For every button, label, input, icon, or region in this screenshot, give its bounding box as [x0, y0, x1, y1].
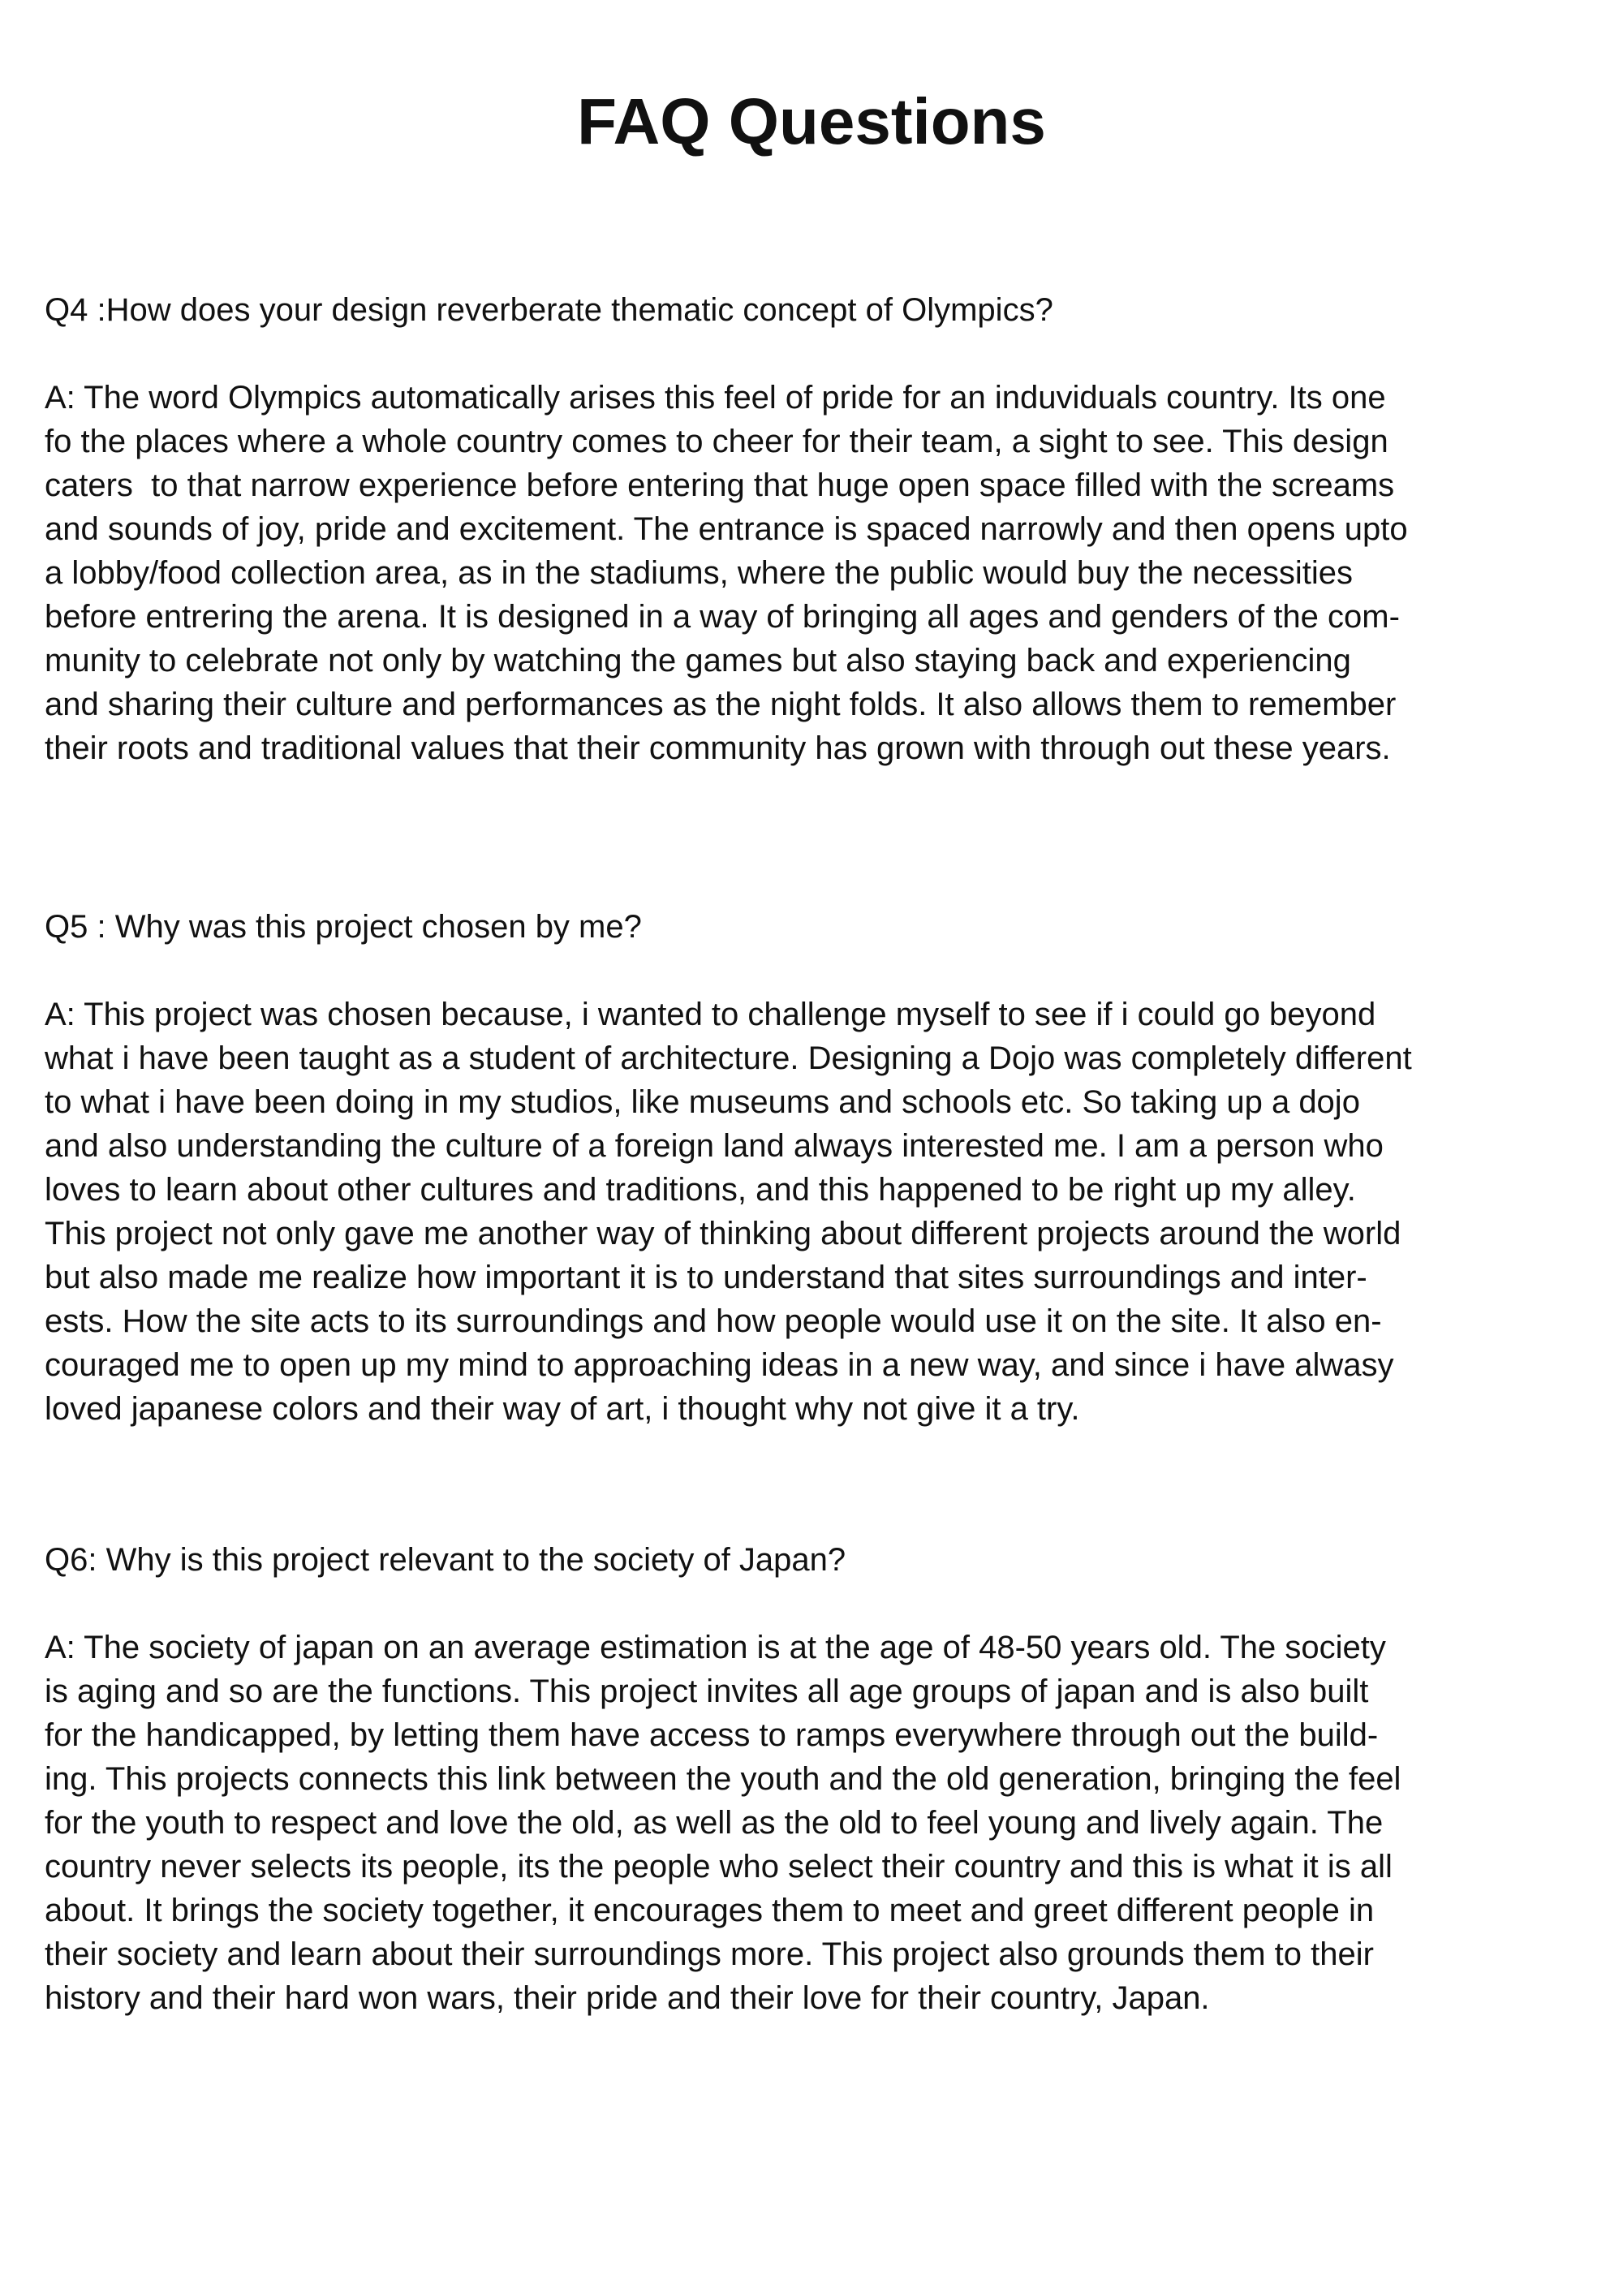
answer-line: is aging and so are the functions. This project invites all age groups of japan and is also built [45, 1674, 1369, 1709]
faq-item-q4 [45, 288, 1586, 770]
faq-question: Q4 :How does your design reverberate thematic concept of Olympics? [45, 292, 1053, 328]
answer-line: history and their hard won wars, their pride and their love for their country, Japan. [45, 1980, 1210, 2016]
faq-item-q6 [45, 1538, 1586, 2020]
faq-question: Q5 : Why was this project chosen by me? [45, 909, 642, 945]
answer-line: munity to celebrate not only by watching the games but also staying back and experiencing [45, 643, 1351, 678]
answer-line: and sharing their culture and performances as the night folds. It also allows them to remember [45, 687, 1397, 722]
answer-line: ing. This projects connects this link between the youth and the old generation, bringing the feel [45, 1761, 1401, 1797]
answer-line: A: The word Olympics automatically arises this feel of pride for an induviduals country. Its one [45, 380, 1386, 416]
faq-answer [45, 993, 1586, 1431]
answer-line: country never selects its people, its the people who select their country and this is what it is all [45, 1849, 1393, 1885]
answer-line: fo the places where a whole country comes to cheer for their team, a sight to see. This design [45, 424, 1388, 459]
faq-question: Q6: Why is this project relevant to the society of Japan? [45, 1542, 846, 1578]
faq-answer [45, 376, 1586, 770]
answer-line: This project not only gave me another way of thinking about different projects around the world [45, 1216, 1401, 1251]
answer-line: A: This project was chosen because, i wanted to challenge myself to see if i could go beyond [45, 997, 1376, 1032]
answer-line: loved japanese colors and their way of art, i thought why not give it a try. [45, 1391, 1080, 1427]
faq-item-q5 [45, 905, 1586, 1431]
faq-answer [45, 1626, 1586, 2020]
answer-line: and sounds of joy, pride and excitement. The entrance is spaced narrowly and then opens upto [45, 511, 1408, 547]
answer-line: for the handicapped, by letting them have access to ramps everywhere through out the build- [45, 1717, 1379, 1753]
answer-line: their society and learn about their surroundings more. This project also grounds them to their [45, 1936, 1374, 1972]
answer-line: couraged me to open up my mind to approaching ideas in a new way, and since i have alwasy [45, 1347, 1394, 1383]
answer-line: caters to that narrow experience before entering that huge open space filled with the screams [45, 467, 1395, 503]
page-title: FAQ Questions [577, 85, 1046, 157]
answer-line: ests. How the site acts to its surroundings and how people would use it on the site. It also en- [45, 1303, 1382, 1339]
answer-line: to what i have been doing in my studios, like museums and schools etc. So taking up a dojo [45, 1084, 1360, 1120]
answer-line: their roots and traditional values that their community has grown with through out these years. [45, 730, 1391, 766]
answer-line: but also made me realize how important it is to understand that sites surroundings and inter- [45, 1260, 1367, 1295]
answer-line: before entrering the arena. It is designed in a way of bringing all ages and genders of the com- [45, 599, 1400, 635]
answer-line: what i have been taught as a student of architecture. Designing a Dojo was completely different [45, 1040, 1412, 1076]
answer-line: loves to learn about other cultures and traditions, and this happened to be right up my alley. [45, 1172, 1356, 1208]
answer-line: and also understanding the culture of a foreign land always interested me. I am a person who [45, 1128, 1384, 1164]
answer-line: about. It brings the society together, it encourages them to meet and greet different people in [45, 1893, 1375, 1928]
answer-line: a lobby/food collection area, as in the stadiums, where the public would buy the necessities [45, 555, 1354, 591]
answer-line: A: The society of japan on an average estimation is at the age of 48-50 years old. The society [45, 1630, 1386, 1665]
answer-line: for the youth to respect and love the old, as well as the old to feel young and lively again. The [45, 1805, 1384, 1841]
